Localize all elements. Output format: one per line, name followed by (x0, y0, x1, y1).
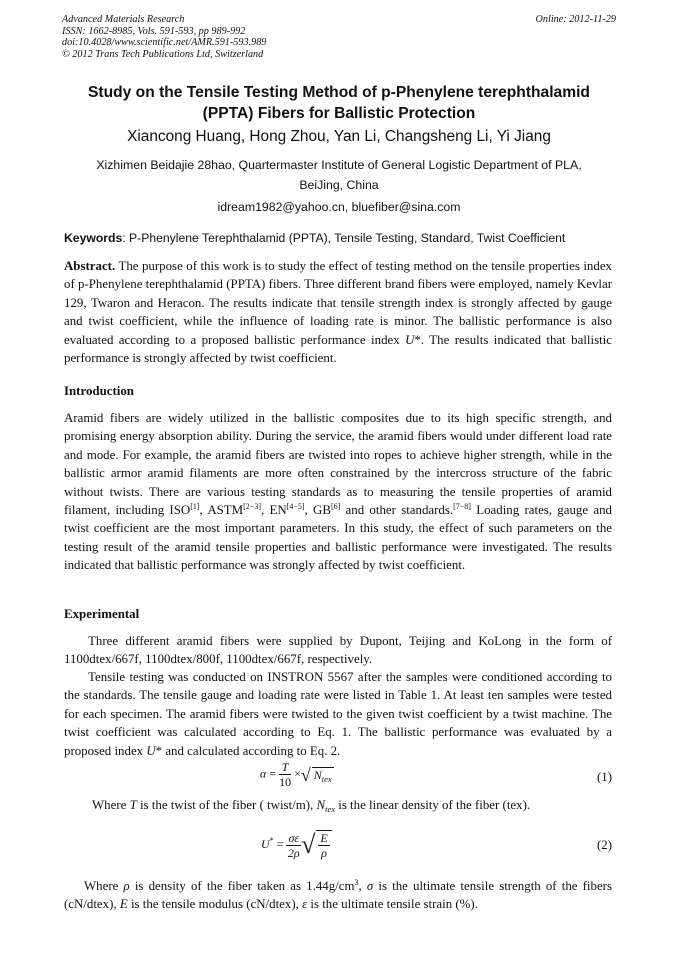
equation-1-body (260, 760, 334, 789)
intro-text-b: , ASTM (199, 503, 244, 518)
eq2-numerator: σε (288, 830, 300, 845)
abstract-symbol-u: U (405, 332, 415, 347)
paper-title (50, 82, 628, 124)
eq1-radicand (312, 767, 334, 783)
where1-text-a: Where (92, 798, 130, 812)
abstract (64, 257, 612, 367)
citation-ref: [4−5] (286, 502, 305, 512)
experimental-paragraph-1: Three different aramid fibers were supplied by Dupont, Teijing and KoLong in the form of 1100dtex/667f, 1100dtex/800f, 1100dtex/667f, respectively. (64, 634, 612, 667)
eq2-denominator: 2ρ (287, 845, 300, 860)
eq2-u-star: * (269, 835, 274, 845)
citation-ref: [2−3] (243, 502, 261, 512)
equation-2-explanation (64, 877, 612, 914)
online-date: Online: 2012-11-29 (535, 14, 616, 25)
where1-symbol-n: N (316, 798, 326, 812)
introduction-paragraph (64, 409, 612, 575)
where2-text-e: is the tensile modulus (cN/dtex), (127, 897, 303, 912)
intro-text-a: Aramid fibers are widely utilized in the ballistic composites due to its high specific strength, and promising energy absorption ability. During the service, the aramid fibers would under different load rate and mode. For example, the aramid fibers are twisted into ropes to achieve higher strength, while in the ballistic armor aramid filaments are more often constrained by the intercross structure of the fabric without twists. There are various testing standards as to measuring the tensile properties of aramid filament, including ISO (64, 411, 612, 518)
equation-1 (64, 760, 612, 796)
keywords-label: Keywords (64, 231, 123, 245)
experimental-paragraph-2 (64, 668, 612, 760)
where2-symbol-epsilon: ε (302, 897, 308, 912)
section-heading-introduction: Introduction (64, 384, 134, 398)
citation-ref: [6] (330, 502, 341, 512)
eq1-equals: = (269, 766, 277, 781)
where2-symbol-sigma: σ (366, 879, 374, 893)
eq1-fraction (279, 760, 291, 789)
affiliation-line-2: BeiJing, China (299, 178, 379, 192)
where2-text-c: , (358, 879, 367, 893)
where2-text-f: is the ultimate tensile strain (%). (307, 897, 478, 912)
exp-symbol-u: U (146, 743, 156, 758)
where2-text-d: is the ultimate tensile strength of the fibers (cN/dtex), (64, 879, 612, 912)
where2-symbol-rho: ρ (123, 879, 130, 893)
affiliation-line-1: Xizhimen Beidajie 28hao, Quartermaster Institute of General Logistic Department of PLA, (96, 158, 582, 172)
eq1-n-sub: tex (321, 773, 332, 784)
where1-text-c: is the linear density of the fiber (tex). (335, 798, 531, 812)
eq2-u: U (261, 836, 270, 851)
eq2-radicand (316, 830, 331, 860)
keywords-text: : P-Phenylene Terephthalamid (PPTA), Tensile Testing, Standard, Twist Coefficient (122, 231, 566, 245)
intro-text-f: Loading rates, gauge and twist coefficient are the most important parameters. In this study, the effect of such parameters on the testing result of the aramid tensile properties and ballistic performance were investigated. The results indicated that ballistic performance was strongly affected by twist coefficient. (64, 503, 612, 573)
radical-icon: √ (300, 764, 311, 785)
eq2-radicand-num: E (320, 831, 328, 845)
equation-1-number: (1) (596, 770, 612, 784)
where2-cube: 3 (354, 878, 359, 887)
journal-name: Advanced Materials Research (62, 14, 185, 25)
issn-line: ISSN: 1662-8985, Vols. 591-593, pp 989-992 (62, 25, 246, 37)
title-line-1: Study on the Tensile Testing Method of p-Phenylene terephthalamid (88, 84, 590, 101)
intro-text-e: and other standards. (340, 503, 454, 518)
abstract-label: Abstract. (64, 259, 116, 273)
citation-ref: [7−8] (453, 502, 471, 512)
section-heading-experimental: Experimental (64, 607, 140, 621)
copyright-line: © 2012 Trans Tech Publications Ltd, Switzerland (62, 48, 264, 60)
author-list: Xiancong Huang, Hong Zhou, Yan Li, Changsheng Li, Yi Jiang (127, 128, 551, 145)
exp-text-b: * and calculated according to Eq. 2. (155, 743, 341, 758)
eq1-times: × (294, 766, 301, 781)
intro-text-d: , GB (304, 503, 331, 518)
abstract-text-end: *. The results indicated that ballistic performance is strongly affected by twist coefficient. (64, 332, 612, 366)
where1-symbol-t: T (129, 798, 137, 812)
eq2-radicand-den: ρ (321, 846, 327, 860)
author-emails: idream1982@yahoo.cn, bluefiber@sina.com (217, 200, 461, 214)
where2-text-b: is density of the fiber taken as 1.44g/cm (129, 879, 355, 893)
equation-2-number: (2) (596, 838, 612, 852)
eq2-fraction (286, 831, 301, 860)
where2-text-a: Where (84, 879, 124, 893)
intro-text-c: , EN (260, 503, 287, 518)
eq2-equals: = (276, 836, 284, 851)
equation-2 (64, 830, 612, 870)
abstract-text: The purpose of this work is to study the effect of testing method on the tensile properties index of p-Phenylene terephthalamid (PPTA) fibers. Three different brand fibers were employed, namely Kevlar 129, Twaron and Heracon. The results indicate that tensile strength index is strongly affected by gauge and twist coefficient, while the influence of loading rate is minor. The ballistic performance is also evaluated according to a proposed ballistic performance index (64, 259, 612, 347)
radical-icon: √ (301, 830, 316, 859)
title-line-2: (PPTA) Fibers for Ballistic Protection (202, 105, 476, 122)
eq1-numerator: T (279, 760, 291, 775)
equation-2-body (261, 830, 332, 860)
keywords (64, 231, 616, 245)
eq1-n: N (313, 767, 322, 782)
doi-line: doi:10.4028/www.scientific.net/AMR.591-593.989 (62, 37, 267, 48)
exp-text-a: Tensile testing was conducted on INSTRON 5567 after the samples were conditioned according to the standards. The tensile gauge and loading rate were listed in Table 1. At least ten samples were tested for each specimen. The aramid fibers were twisted to the given twist coefficient by a twist machine. The twist coefficient was calculated according to Eq. 1. The ballistic performance was evaluated by a proposed index (64, 670, 612, 758)
affiliation (62, 155, 616, 195)
citation-ref: [1] (190, 502, 200, 512)
journal-header (62, 14, 266, 60)
eq1-alpha: α (260, 766, 267, 781)
equation-1-explanation (64, 798, 612, 813)
where2-symbol-e: E (119, 897, 128, 912)
where1-symbol-n-sub: tex (325, 804, 336, 814)
where1-text-b: is the twist of the fiber ( twist/m), (136, 798, 317, 812)
eq1-denominator: 10 (279, 775, 292, 789)
